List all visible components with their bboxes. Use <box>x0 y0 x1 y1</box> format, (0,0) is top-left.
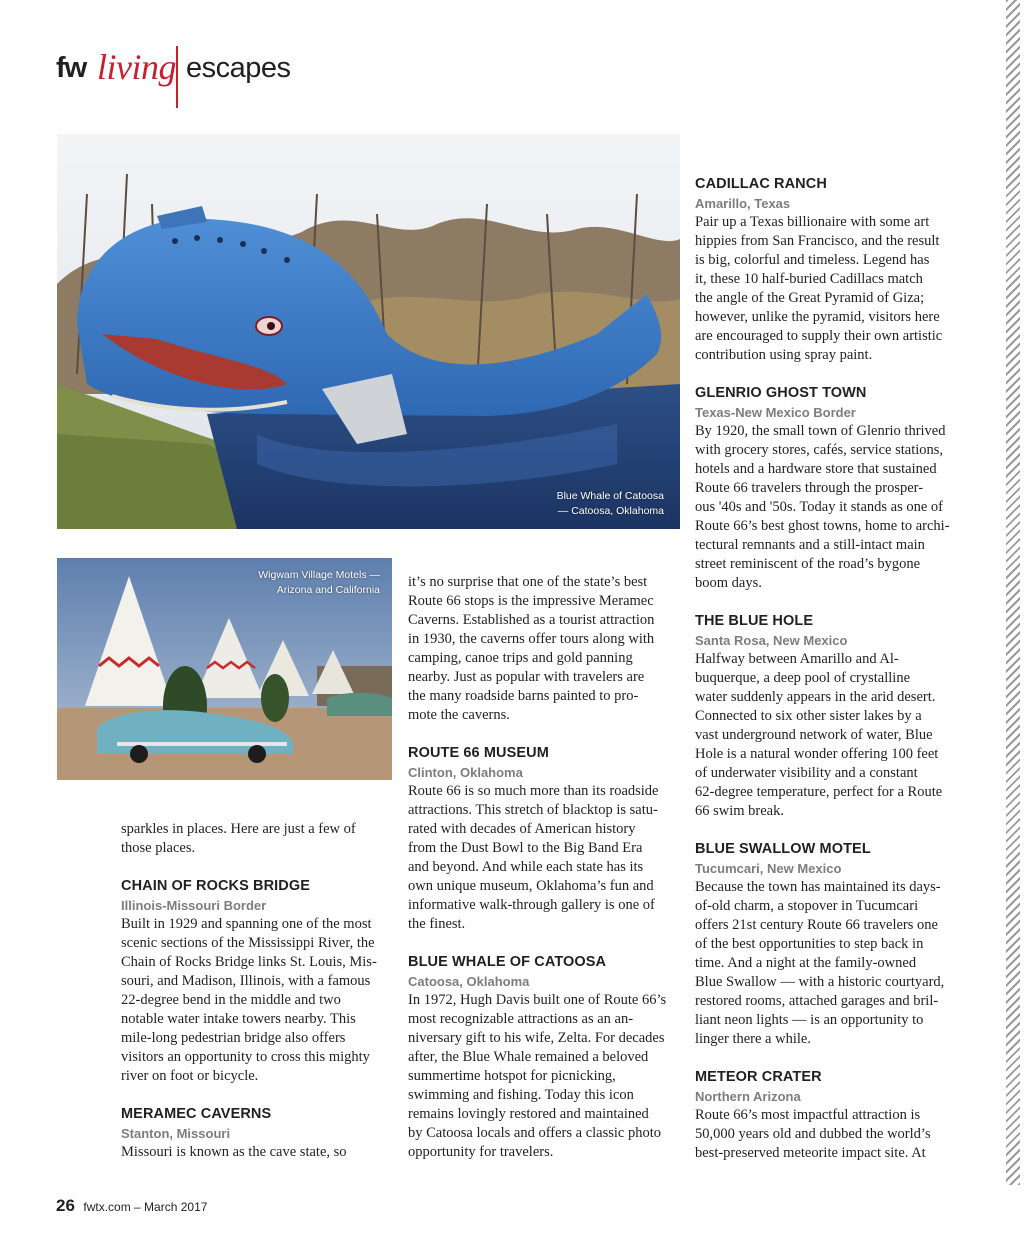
body-line: it, these 10 half-buried Cadillacs match <box>695 271 923 287</box>
body-line: with grocery stores, cafés, service stations, <box>695 442 944 458</box>
body-line: summertime hotspot for picnicking, <box>408 1068 616 1084</box>
article-column-3 <box>695 175 957 1163</box>
body-line: notable water intake towers nearby. This <box>121 1011 356 1027</box>
article-column-1 <box>121 820 381 1162</box>
body-line: street reminiscent of the road’s bygone <box>695 556 921 572</box>
body-line: In 1972, Hugh Davis built one of Route 66’s <box>408 992 667 1008</box>
body-line: Pair up a Texas billionaire with some art <box>695 214 930 230</box>
body-line: Caverns. Established as a tourist attraction <box>408 612 655 628</box>
body-line: tectural remnants and a still-intact main <box>695 537 925 553</box>
body-line: Route 66 stops is the impressive Meramec <box>408 593 654 609</box>
col1-intro-line: sparkles in places. Here are just a few of <box>121 821 356 837</box>
body-line: ous '40s and '50s. Today it stands as one of <box>695 499 944 515</box>
section-location-blue-whale-of-catoosa: Catoosa, Oklahoma <box>408 974 530 989</box>
body-line: most recognizable attractions as an an- <box>408 1011 634 1027</box>
body-line: 22-degree bend in the middle and two <box>121 992 341 1008</box>
body-line: liant neon lights — is an opportunity to <box>695 1012 924 1028</box>
page-number: 26 <box>56 1196 75 1215</box>
body-line: attractions. This stretch of blacktop is satu- <box>408 802 658 818</box>
body-line: after, the Blue Whale remained a beloved <box>408 1049 649 1065</box>
section-title-meteor-crater: METEOR CRATER <box>695 1069 822 1085</box>
col1-intro-line: those places. <box>121 840 196 856</box>
body-line: visitors an opportunity to cross this mighty <box>121 1049 370 1065</box>
body-line: buquerque, a deep pool of crystalline <box>695 670 911 686</box>
body-line: 50,000 years old and dubbed the world’s <box>695 1126 931 1142</box>
body-line: By 1920, the small town of Glenrio thrived <box>695 423 946 439</box>
whale-photo-caption-line1: Blue Whale of Catoosa <box>556 490 664 502</box>
body-line: Because the town has maintained its days- <box>695 879 941 895</box>
section-title-blue-swallow-motel: BLUE SWALLOW MOTEL <box>695 841 871 857</box>
body-line: scenic sections of the Mississippi River, the <box>121 935 375 951</box>
section-title-glenrio-ghost-town: GLENRIO GHOST TOWN <box>695 385 867 401</box>
body-line: from the Dust Bowl to the Big Band Era <box>408 840 643 856</box>
section-location-cadillac-ranch: Amarillo, Texas <box>695 196 791 211</box>
body-line: is big, colorful and timeless. Legend has <box>695 252 930 268</box>
body-line: Route 66 travelers through the prosper- <box>695 480 924 496</box>
body-line: Route 66 is so much more than its roadside <box>408 783 659 799</box>
blue-whale-illustration <box>57 134 680 529</box>
body-line: water suddenly appears in the arid desert. <box>695 689 936 705</box>
body-line: 66 swim break. <box>695 803 784 819</box>
section-title-route-66-museum: ROUTE 66 MUSEUM <box>408 745 549 761</box>
wigwam-photo-caption-line2: Arizona and California <box>276 584 380 596</box>
body-line: Hole is a natural wonder offering 100 feet <box>695 746 939 762</box>
body-line: and beyond. And while each state has its <box>408 859 644 875</box>
body-line: river on foot or bicycle. <box>121 1068 259 1084</box>
body-line: hippies from San Francisco, and the result <box>695 233 940 249</box>
body-line: souri, and Madison, Illinois, with a famous <box>121 973 371 989</box>
body-line: it’s no surprise that one of the state’s best <box>408 574 648 590</box>
whale-photo-caption-line2: — Catoosa, Oklahoma <box>557 505 664 517</box>
body-line: Connected to six other sister lakes by a <box>695 708 922 724</box>
body-line: Chain of Rocks Bridge links St. Louis, Mis- <box>121 954 377 970</box>
body-line: Halfway between Amarillo and Al- <box>695 651 899 667</box>
body-line: mile-long pedestrian bridge also offers <box>121 1030 346 1046</box>
body-line: hotels and a hardware store that sustained <box>695 461 937 477</box>
body-line: are encouraged to supply their own artistic <box>695 328 943 344</box>
body-line: rated with decades of American history <box>408 821 636 837</box>
body-line: swimming and fishing. Today this icon <box>408 1087 634 1103</box>
body-line: Route 66’s most impactful attraction is <box>695 1107 921 1123</box>
section-title-blue-whale-of-catoosa: BLUE WHALE OF CATOOSA <box>408 954 607 970</box>
page-footer <box>56 1196 207 1216</box>
page-edge-pattern <box>1006 0 1020 1185</box>
body-line: linger there a while. <box>695 1031 811 1047</box>
body-line: Route 66’s best ghost towns, home to archi- <box>695 518 950 534</box>
body-line: mote the caverns. <box>408 707 510 723</box>
body-line: contribution using spray paint. <box>695 347 873 363</box>
body-line: of underwater visibility and a constant <box>695 765 918 781</box>
body-line: opportunity for travelers. <box>408 1144 554 1160</box>
brand-logo-suffix: living <box>97 47 176 87</box>
body-line: restored rooms, attached garages and bril- <box>695 993 939 1009</box>
body-line: by Catoosa locals and offers a classic photo <box>408 1125 662 1141</box>
body-line: 62-degree temperature, perfect for a Route <box>695 784 943 800</box>
section-location-meramec-caverns: Stanton, Missouri <box>121 1126 231 1141</box>
body-line: camping, canoe trips and gold panning <box>408 650 633 666</box>
body-line: best-preserved meteorite impact site. At <box>695 1145 926 1161</box>
body-line: vast underground network of water, Blue <box>695 727 933 743</box>
brand-logo-prefix: fw <box>56 52 87 84</box>
body-line: time. And a night at the family-owned <box>695 955 917 971</box>
blue-whale-photo <box>57 134 680 529</box>
body-line: Built in 1929 and spanning one of the most <box>121 916 372 932</box>
section-title-meramec-caverns: MERAMEC CAVERNS <box>121 1106 272 1122</box>
body-line: however, unlike the pyramid, visitors here <box>695 309 940 325</box>
section-name: escapes <box>186 52 291 84</box>
section-title-the-blue-hole: THE BLUE HOLE <box>695 613 814 629</box>
section-location-the-blue-hole: Santa Rosa, New Mexico <box>695 633 848 648</box>
body-line: Missouri is known as the cave state, so <box>121 1144 347 1160</box>
section-location-chain-of-rocks-bridge: Illinois-Missouri Border <box>121 898 267 913</box>
body-line: the angle of the Great Pyramid of Giza; <box>695 290 925 306</box>
body-line: remains lovingly restored and maintained <box>408 1106 649 1122</box>
body-line: niversary gift to his wife, Zelta. For decades <box>408 1030 665 1046</box>
body-line: in 1930, the caverns offer tours along with <box>408 631 655 647</box>
masthead-divider <box>176 46 178 108</box>
section-location-route-66-museum: Clinton, Oklahoma <box>408 765 523 780</box>
body-line: offers 21st century Route 66 travelers one <box>695 917 938 933</box>
body-line: boom days. <box>695 575 762 591</box>
body-line: informative walk-through gallery is one of <box>408 897 655 913</box>
body-line: of the best opportunities to step back in <box>695 936 924 952</box>
section-location-blue-swallow-motel: Tucumcari, New Mexico <box>695 861 842 876</box>
body-line: of-old charm, a stopover in Tucumcari <box>695 898 919 914</box>
section-location-glenrio-ghost-town: Texas-New Mexico Border <box>695 405 856 420</box>
body-line: nearby. Just as popular with travelers are <box>408 669 645 685</box>
body-line: the many roadside barns painted to pro- <box>408 688 639 704</box>
wigwam-village-photo <box>57 558 392 780</box>
footer-publication-date: fwtx.com – March 2017 <box>83 1200 208 1214</box>
section-title-cadillac-ranch: CADILLAC RANCH <box>695 176 827 192</box>
body-line: own unique museum, Oklahoma’s fun and <box>408 878 654 894</box>
section-location-meteor-crater: Northern Arizona <box>695 1089 801 1104</box>
section-title-chain-of-rocks-bridge: CHAIN OF ROCKS BRIDGE <box>121 878 310 894</box>
wigwam-photo-caption-line1: Wigwam Village Motels — <box>258 569 380 581</box>
body-line: the finest. <box>408 916 466 932</box>
body-line: Blue Swallow — with a historic courtyard, <box>695 974 945 990</box>
article-column-2 <box>408 573 670 1162</box>
